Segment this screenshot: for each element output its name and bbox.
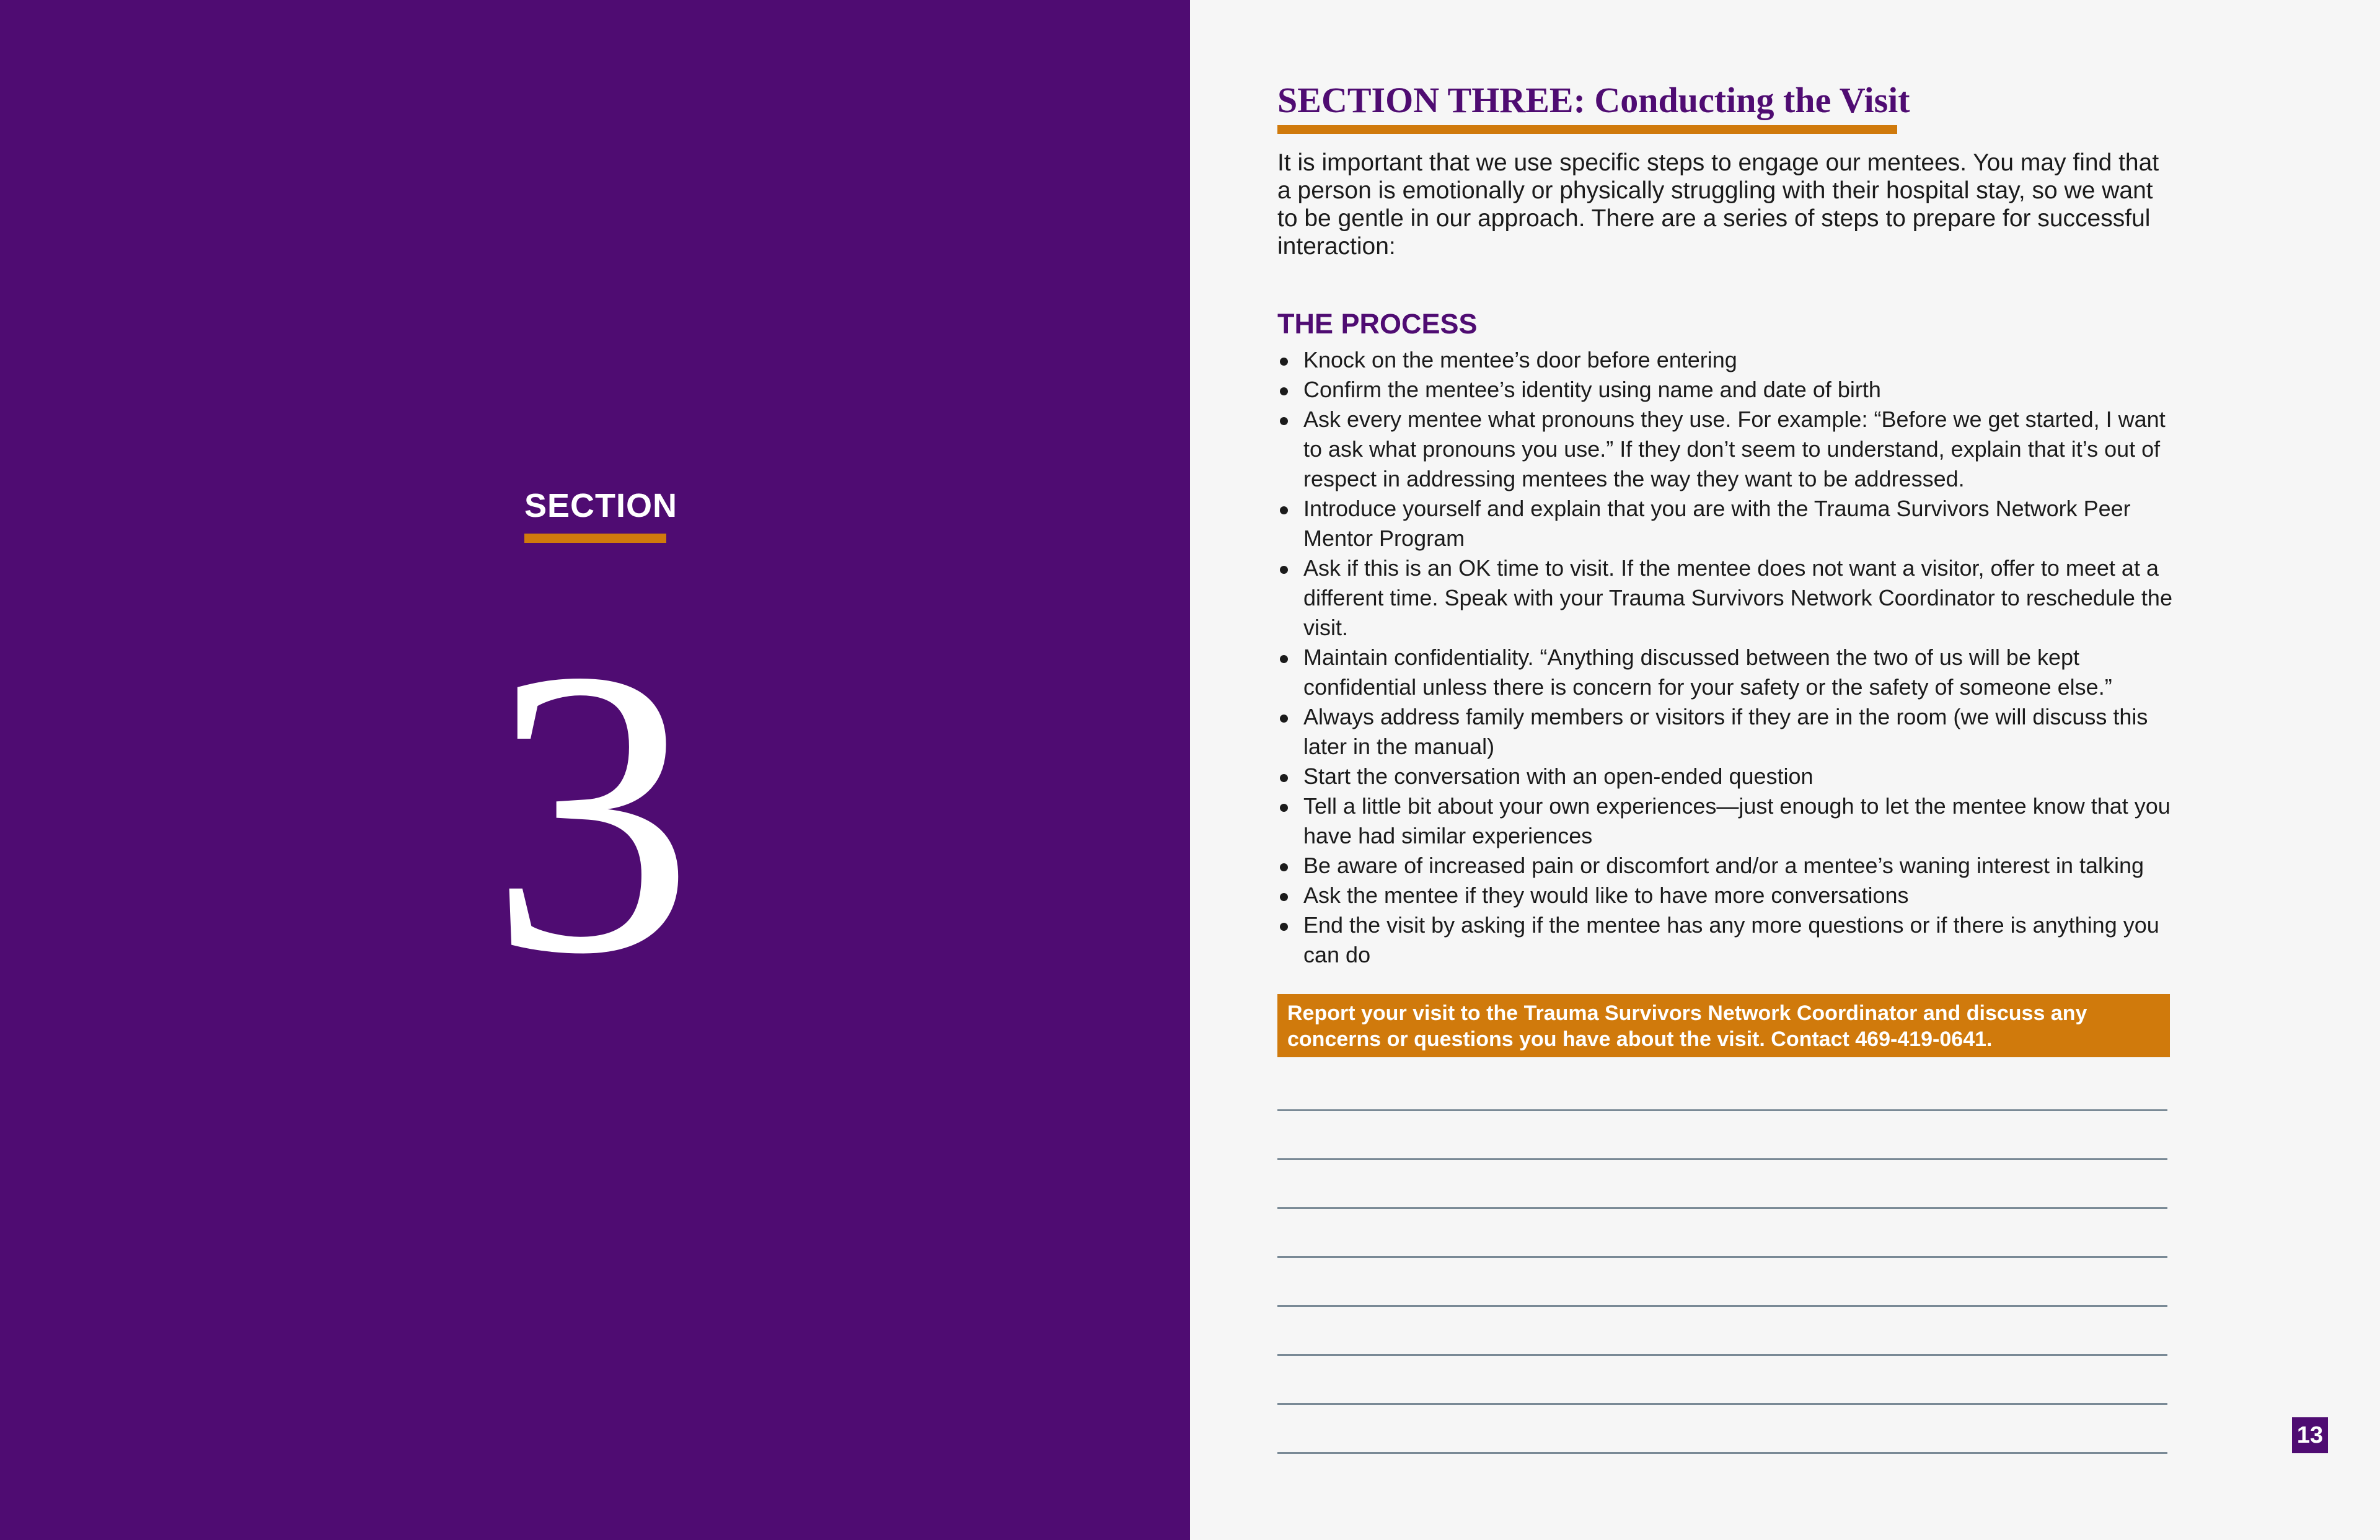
list-item	[1277, 405, 2176, 494]
notes-area	[1277, 1109, 2167, 1501]
note-line	[1277, 1109, 2167, 1111]
step-text: Confirm the mentee’s identity using name and date of birth	[1303, 377, 1881, 402]
step-text: Be aware of increased pain or discomfort and/or a mentee’s waning interest in talking	[1303, 853, 2144, 878]
list-item	[1277, 345, 2176, 375]
bullet-icon	[1280, 566, 1288, 574]
callout-box	[1277, 994, 2170, 1057]
step-text: Ask if this is an OK time to visit. If the mentee does not want a visitor, offer to meet at a different time. Speak with your Trauma Survivors Network Coordinator to reschedule the visit.	[1303, 555, 2172, 640]
page-number: 13	[2292, 1417, 2328, 1453]
step-text: End the visit by asking if the mentee has any more questions or if there is anything you can do	[1303, 912, 2159, 967]
section-label: SECTION	[524, 487, 678, 524]
process-steps-list	[1277, 345, 2176, 970]
section-underline	[524, 534, 666, 543]
section-number: 3	[490, 585, 694, 1038]
note-line	[1277, 1207, 2167, 1209]
note-line	[1277, 1305, 2167, 1307]
callout-text: Report your visit to the Trauma Survivors Network Coordinator and discuss any concerns or questions you have about the visit. Contact 469-419-0641.	[1287, 1001, 2087, 1051]
list-item	[1277, 910, 2176, 970]
bullet-icon	[1280, 387, 1288, 395]
note-line	[1277, 1256, 2167, 1258]
list-item	[1277, 702, 2176, 762]
step-text: Ask the mentee if they would like to have more conversations	[1303, 882, 1909, 908]
bullet-icon	[1280, 923, 1288, 931]
bullet-icon	[1280, 863, 1288, 871]
page-title: SECTION THREE: Conducting the Visit	[1277, 80, 1910, 120]
step-text: Knock on the mentee’s door before entering	[1303, 347, 1737, 372]
list-item	[1277, 851, 2176, 881]
bullet-icon	[1280, 655, 1288, 663]
note-line	[1277, 1452, 2167, 1454]
list-item	[1277, 791, 2176, 851]
step-text: Introduce yourself and explain that you are with the Trauma Survivors Network Peer Mentor Program	[1303, 496, 2131, 551]
step-text: Always address family members or visitors if they are in the room (we will discuss this later in the manual)	[1303, 704, 2148, 759]
bullet-icon	[1280, 715, 1288, 723]
bullet-icon	[1280, 417, 1288, 425]
step-text: Ask every mentee what pronouns they use. For example: “Before we get started, I want to ask what pronouns you use.” If they don’t seem to understand, explain that it’s out of respect in addressing mentees the way they want to be addressed.	[1303, 407, 2166, 491]
bullet-icon	[1280, 804, 1288, 812]
step-text: Maintain confidentiality. “Anything discussed between the two of us will be kept confidential unless there is concern for your safety or the safety of someone else.”	[1303, 645, 2112, 700]
step-text: Tell a little bit about your own experiences—just enough to let the mentee know that you have had similar experiences	[1303, 793, 2171, 848]
note-line	[1277, 1158, 2167, 1160]
bullet-icon	[1280, 893, 1288, 901]
bullet-icon	[1280, 506, 1288, 514]
bullet-icon	[1280, 774, 1288, 782]
step-text: Start the conversation with an open-ended question	[1303, 763, 1814, 789]
bullet-icon	[1280, 358, 1288, 366]
list-item	[1277, 643, 2176, 702]
process-heading: THE PROCESS	[1277, 308, 1478, 340]
list-item	[1277, 553, 2176, 643]
note-line	[1277, 1354, 2167, 1356]
list-item	[1277, 881, 2176, 910]
list-item	[1277, 494, 2176, 553]
title-underline	[1277, 125, 1897, 134]
intro-paragraph: It is important that we use specific steps to engage our mentees. You may find that a person is emotionally or physically struggling with their hospital stay, so we want to be gentle in our approach. There are a series of steps to prepare for successful interaction:	[1277, 149, 2159, 260]
list-item	[1277, 375, 2176, 405]
list-item	[1277, 762, 2176, 791]
note-line	[1277, 1403, 2167, 1405]
